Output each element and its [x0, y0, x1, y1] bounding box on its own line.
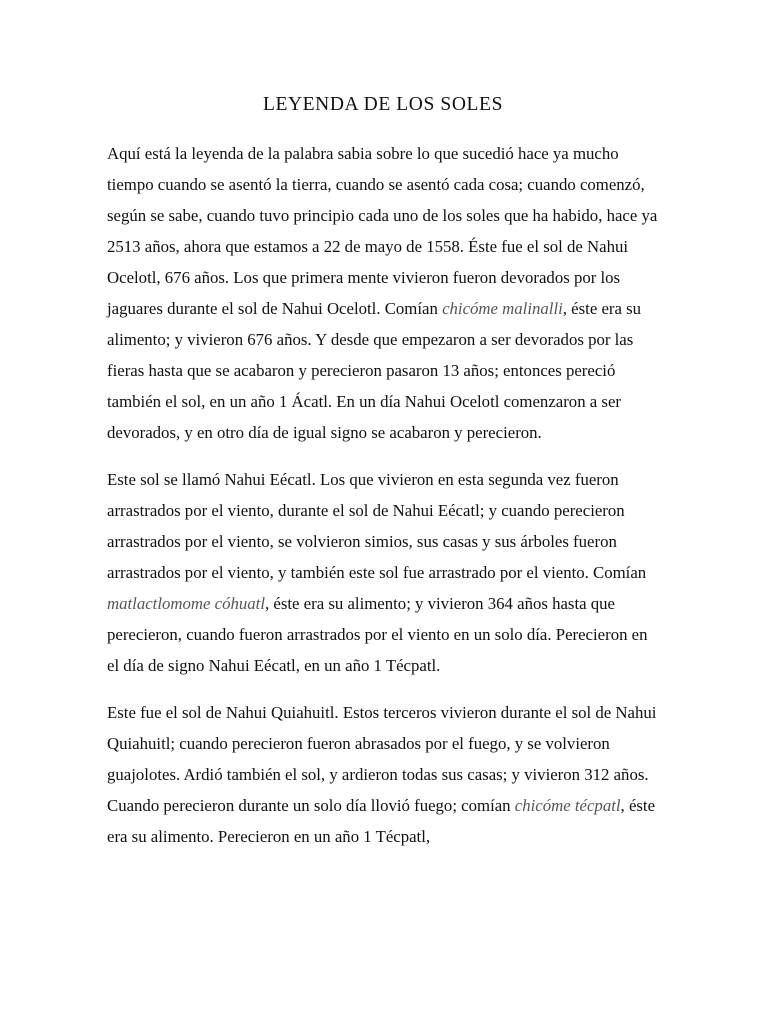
document-title: LEYENDA DE LOS SOLES — [262, 94, 504, 115]
paragraph-3 — [107, 697, 659, 852]
paragraph-1 — [107, 138, 659, 448]
paragraph-text: Este sol se llamó Nahui Eécatl. Los que vivieron en esta segunda vez fueron arrastrados por el viento, durante el sol de Nahui Eécatl; y cuando perecieron arrastrados por el viento, se volvieron simios, sus casas y sus árboles fueron arrastrados por el viento, y también este sol fue arrastrado por el viento. Comían — [107, 470, 647, 582]
italic-term: matlactlomome cóhuatl — [107, 594, 265, 613]
paragraph-text: , éste era su alimento; y vivieron 676 años. Y desde que empezaron a ser devorados por las fieras hasta que se acabaron y perecieron pasaron 13 años; entonces pereció también el sol, en un año 1 Ácatl. En un día Nahui Ocelotl comenzaron a ser devorados, y en otro día de igual signo se acabaron y perecieron. — [107, 299, 642, 442]
paragraph-text: Aquí está la leyenda de la palabra sabia sobre lo que sucedió hace ya mucho tiempo cuando se asentó la tierra, cuando se asentó cada cosa; cuando comenzó, según se sabe, cuando tuvo principio cada uno de los soles que ha habido, hace ya 2513 años, ahora que estamos a 22 de mayo de 1558. Éste fue el sol de Nahui Ocelotl, 676 años. Los que primera mente vivieron fueron devorados por los jaguares durante el sol de Nahui Ocelotl. Comían — [107, 144, 658, 318]
paragraph-text: Este fue el sol de Nahui Quiahuitl. Estos terceros vivieron durante el sol de Nahui Quiahuitl; cuando perecieron fueron abrasados por el fuego, y se volvieron guajolotes. Ardió también el sol, y ardieron todas sus casas; y vivieron 312 años. Cuando perecieron durante un solo día llovió fuego; comían — [107, 703, 657, 815]
paragraph-text: , éste era su alimento. Perecieron en un año 1 Técpatl, — [107, 796, 656, 846]
italic-term: chicóme técpatl — [514, 796, 621, 815]
paragraph-text: , éste era su alimento; y vivieron 364 años hasta que perecieron, cuando fueron arrastrados por el viento en un solo día. Perecieron en el día de signo Nahui Eécatl, en un año 1 Técpatl. — [107, 594, 648, 675]
italic-term: chicóme malinalli — [442, 299, 563, 318]
paragraph-2 — [107, 464, 659, 681]
document-page — [107, 92, 659, 868]
